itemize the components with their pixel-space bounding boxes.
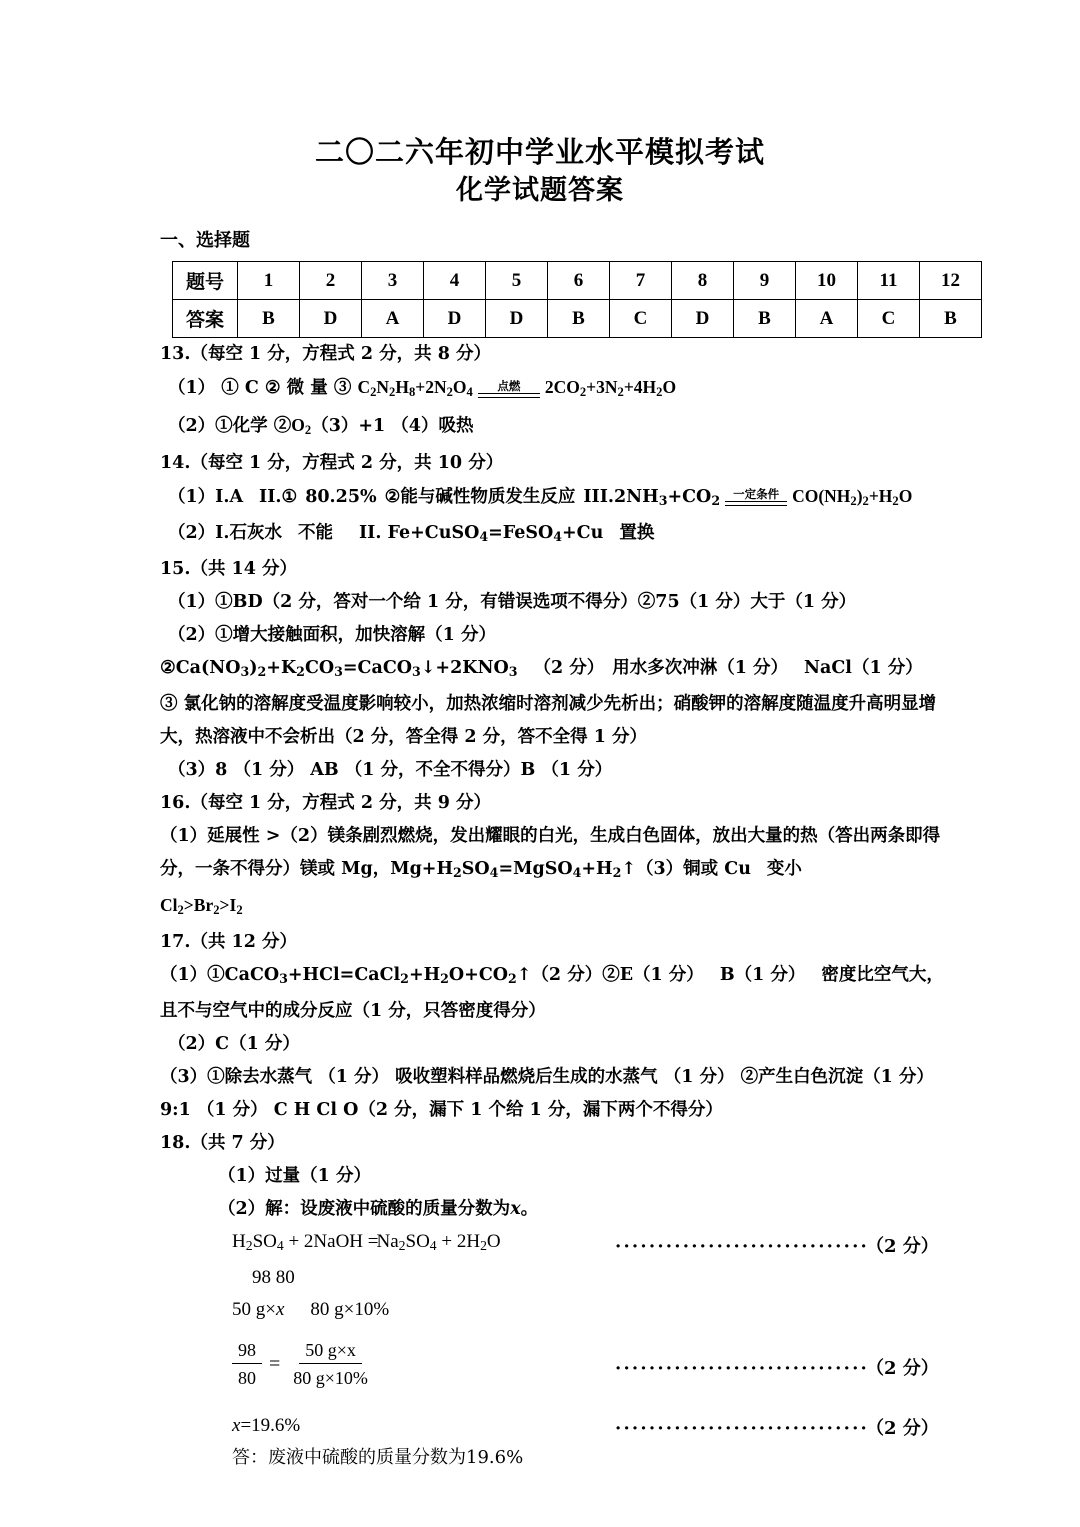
q15-line-1: （1）①BD（2 分，答对一个给 1 分，有错误选项不得分）②75（1 分）大于（1 分） — [168, 592, 857, 613]
question-number-cell: 2 — [300, 262, 362, 300]
answer-cell: C — [610, 300, 672, 338]
answers-body — [160, 338, 950, 1226]
question-number-cell: 9 — [734, 262, 796, 300]
q14-equation-right: $CO(NH_2)_2+H_2O$ — [792, 485, 913, 508]
q18-result: x=19.6% — [232, 1415, 301, 1437]
question-number-cell: 4 — [424, 262, 486, 300]
q18-result-row — [160, 1410, 1080, 1442]
q18-fraction-left — [232, 1338, 262, 1390]
q18-fraction-row — [160, 1326, 1080, 1402]
answer-cell: B — [238, 300, 300, 338]
q15-line-4: ③ 氯化钠的溶解度受温度影响较小，加热浓缩时溶剂减少先析出；硝酸钾的溶解度随温度升高明显增大，热溶液中不会析出（2 分，答全得 2 分，答不全得 1 分） — [160, 693, 937, 747]
q18-fraction-right — [287, 1338, 374, 1390]
table-row-answers — [173, 300, 982, 338]
fraction-numerator: 98 — [232, 1338, 262, 1364]
q18-leader-3 — [615, 1414, 939, 1440]
question-number-cell: 5 — [486, 262, 548, 300]
row-header-answer: 答案 — [173, 300, 238, 338]
q18-quantities: 50 g×x 80 g×10% — [232, 1299, 390, 1321]
q14-header: 14.（每空 1 分，方程式 2 分，共 10 分） — [160, 452, 504, 473]
answer-cell: A — [796, 300, 858, 338]
q13-line-2: （2）①化学 $②O_2(3)+1$ （4）吸热 — [168, 414, 474, 437]
q14-reaction-arrow — [725, 488, 787, 506]
q18-masses-row — [160, 1262, 1080, 1294]
leader-dots: ······························ — [615, 1358, 869, 1380]
question-number-cell: 12 — [920, 262, 982, 300]
q15-line-2: （2）①增大接触面积，加快溶解（1 分） — [168, 625, 496, 646]
fraction-denominator: 80 g×10% — [293, 1368, 368, 1389]
q17-header: 17.（共 12 分） — [160, 932, 297, 953]
q18-leader-1 — [615, 1232, 939, 1258]
question-number-cell: 8 — [672, 262, 734, 300]
table-row-question-numbers — [173, 262, 982, 300]
q17-line-1: $(1)①CaCO_3+HCl=CaCl_2+H_2O+CO_2↑(2$ 分）②E（1 分） B（1 分） 密度比空气大，且不与空气中的成分反应（1 分，只答密度得分） — [160, 965, 944, 1022]
row-header-question: 题号 — [173, 262, 238, 300]
double-line-arrow-icon — [725, 501, 787, 506]
answer-cell: B — [548, 300, 610, 338]
answer-cell: B — [920, 300, 982, 338]
question-number-cell: 7 — [610, 262, 672, 300]
q17-line-3: （3）①除去水蒸气 （1 分） 吸收塑料样品燃烧后生成的水蒸气 （1 分） ②产生白色沉淀（1 分） 9:1 （1 分） C H Cl O（2 分，漏下 1 个给 1 分，漏下两个不得分） — [160, 1067, 934, 1121]
answer-cell: D — [300, 300, 362, 338]
leader-dots: ······························ — [615, 1418, 869, 1440]
leader-points: （2 分） — [875, 1418, 939, 1440]
answer-cell: B — [734, 300, 796, 338]
leader-points: （2 分） — [875, 1236, 939, 1258]
q16-line-1: （1）延展性 >（2）镁条剧烈燃烧，发出耀眼的白光，生成白色固体，放出大量的热（答出两条即得分，一条不得分）镁或 Mg，$Mg+H_2SO_4=MgSO_4+H_2↑(3)$铜或 Cu 变小 — [160, 825, 941, 880]
q13-equation-left: $C_2N_2H_8+2N_2O_4$ — [357, 377, 473, 399]
q18-answer-statement: 答：废液中硫酸的质量分数为19.6% — [232, 1447, 524, 1469]
q18-leader-2 — [615, 1354, 939, 1380]
answer-cell: D — [424, 300, 486, 338]
q13-line-1 — [160, 371, 950, 409]
q18-calculation-block — [160, 1226, 1080, 1474]
exam-title-line-2: 化学试题答案 — [456, 175, 624, 206]
leader-dots: ······························ — [615, 1236, 869, 1258]
q15-line-3: $②Ca(NO_3)_2+K_2CO_3=CaCO_3↓+2KNO_3$ （2 分） 用水多次冲淋（1 分） NaCl（1 分） — [160, 658, 923, 679]
q18-answer-row — [160, 1442, 1080, 1474]
section-heading-multiple-choice: 一、选择题 — [160, 230, 250, 251]
q13-reaction-condition: 点燃 — [497, 378, 521, 393]
answer-cell: A — [362, 300, 424, 338]
question-number-cell: 6 — [548, 262, 610, 300]
q18-header: 18.（共 7 分） — [160, 1133, 285, 1154]
q13-reaction-arrow — [478, 380, 540, 398]
q18-line-1: （1）过量（1 分） — [218, 1166, 371, 1187]
question-number-cell: 1 — [238, 262, 300, 300]
question-number-cell: 3 — [362, 262, 424, 300]
q18-quantities-row — [160, 1294, 1080, 1326]
question-number-cell: 10 — [796, 262, 858, 300]
exam-title-line-1: 二〇二六年初中学业水平模拟考试 — [314, 135, 765, 169]
answer-cell: C — [858, 300, 920, 338]
q13-equation-right: $2CO_2+3N_2+4H_2O$ — [544, 377, 677, 399]
document-title-block — [0, 132, 1080, 210]
q13-line1-prefix: （1） ① C ② 微 量 ③ — [168, 378, 358, 398]
fraction-numerator: 50 g×x — [299, 1338, 362, 1364]
q15-line-5: （3）8 （1 分） AB （1 分，不全不得分）B （1 分） — [168, 759, 613, 780]
answer-cell: D — [672, 300, 734, 338]
q14-line-1: （1）I.A II.① 80.25% ②能与碱性物质发生反应 $III.2NH_3+CO_2$ 一定条件 $CO(NH_2)_2+H_2O$ — [168, 485, 913, 508]
q18-chemical-equation: $H_2SO_4$ + 2NaOH $=Na_2SO_4 + 2H_2O$ — [232, 1231, 501, 1254]
equals-sign: = — [269, 1352, 281, 1375]
q18-line-2: （2）解：设废液中硫酸的质量分数为x。 — [218, 1199, 539, 1220]
q17-line-2: （2）C（1 分） — [168, 1034, 300, 1055]
answer-cell: D — [486, 300, 548, 338]
double-line-arrow-icon — [478, 393, 540, 398]
q16-line-2: $Cl_2>Br_2>I_2$ — [160, 894, 243, 917]
q18-equation-row — [160, 1226, 1080, 1262]
question-number-cell: 11 — [858, 262, 920, 300]
q16-header: 16.（每空 1 分，方程式 2 分，共 9 分） — [160, 792, 492, 813]
q14-line-2: （2）I.石灰水 不能 II. Fe+CuSO$_4$=FeSO$_4$+Cu 置换 — [168, 523, 655, 545]
fraction-denominator: 80 — [238, 1368, 256, 1389]
answer-key-table — [172, 261, 982, 338]
q14-reaction-condition: 一定条件 — [733, 487, 780, 502]
leader-points: （2 分） — [875, 1358, 939, 1380]
q18-relative-masses: 98 80 — [252, 1267, 295, 1289]
q15-header: 15.（共 14 分） — [160, 559, 297, 580]
q13-header: 13.（每空 1 分，方程式 2 分，共 8 分） — [160, 344, 492, 364]
